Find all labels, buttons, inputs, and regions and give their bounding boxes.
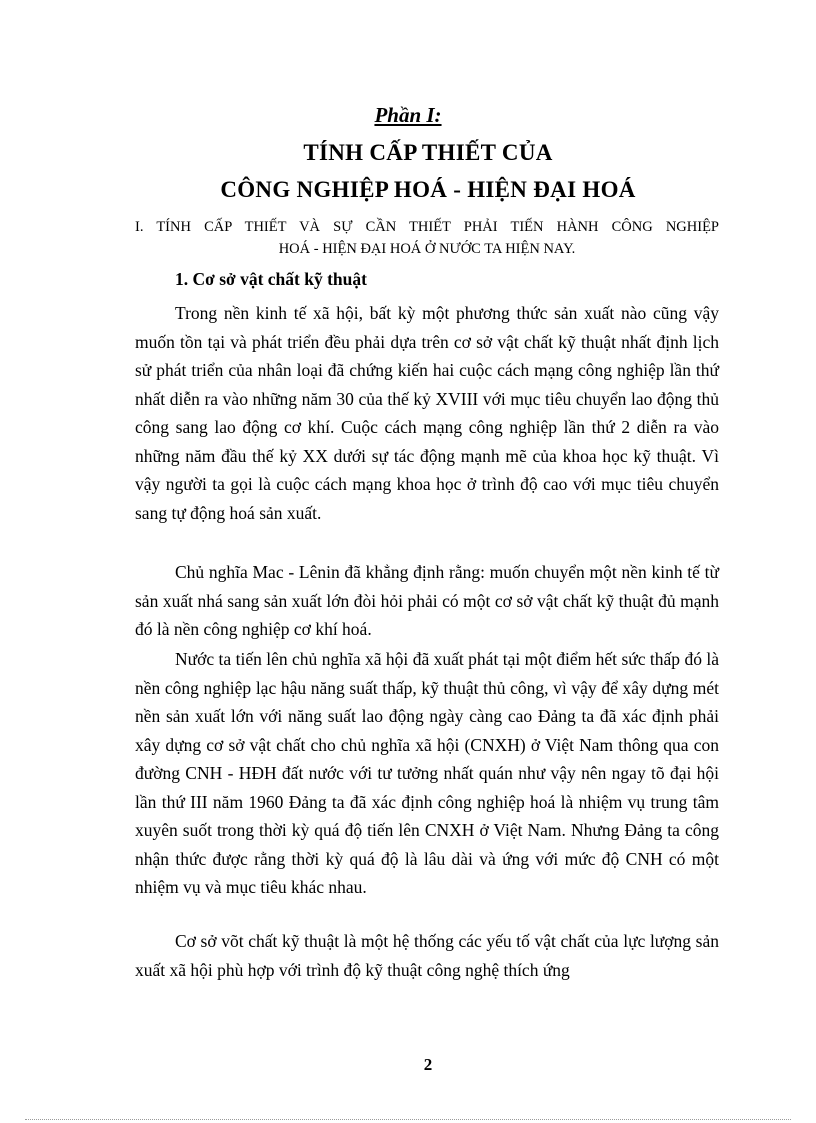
paragraph-1: Trong nền kinh tế xã hội, bất kỳ một phương thức sản xuất nào cũng vậy muốn tồn tại và phát triển đều phải dựa trên cơ sở vật chất kỹ thuật nhất định lịch sử phát triển của nhân loại đã chứng kiến hai cuộc cách mạng công nghiệp lần thứ nhất diễn ra vào những năm 30 của thế kỷ XVIII với mục tiêu chuyển lao động thủ công sang lao động cơ khí. Cuộc cách mạng công nghiệp lần thứ 2 diễn ra vào những năm đầu thế kỷ XX dưới sự tác động mạnh mẽ của khoa học kỹ thuật. Vì vậy người ta gọi là cuộc cách mạng khoa học ở trình độ cao với mục tiêu chuyển sang tự động hoá sản xuất.	[135, 303, 719, 523]
paragraph-2: Chủ nghĩa Mac - Lênin đã khẳng định rằng: muốn chuyển một nền kinh tế từ sản xuất nhá sang sản xuất lớn đòi hỏi phải có một cơ sở vật chất kỹ thuật đủ mạnh đó là nền công nghiệp cơ khí hoá.	[135, 562, 719, 639]
part-label: Phần I:	[374, 103, 442, 127]
subsection-heading: 1. Cơ sở vật chất kỹ thuật	[175, 269, 367, 289]
section-heading-line-2: HOÁ - HIỆN ĐẠI HOÁ Ở NƯỚC TA HIỆN NAY.	[278, 241, 576, 257]
section-heading-line-1: I. TÍNH CẤP THIẾT VÀ SỰ CẦN THIẾT PHẢI TIẾN HÀNH CÔNG NGHIỆP	[135, 219, 719, 235]
paragraph-3: Nước ta tiến lên chủ nghĩa xã hội đã xuất phát tại một điểm hết sức thấp đó là nền công nghiệp lạc hậu năng suất thấp, kỹ thuật thủ công, vì vậy để xây dựng mét nền sản xuất lớn với năng suất lao động ngày càng cao Đảng ta đã xác định phải xây dựng cơ sở vật chất cho chủ nghĩa xã hội (CNXH) ở Việt Nam thông qua con đường CNH - HĐH đất nước với tư tưởng nhất quán như vậy nên ngay tõ đại hội lần thứ III năm 1960 Đảng ta đã xác định công nghiệp hoá là nhiệm vụ trung tâm xuyên suốt trong thời kỳ quá độ tiến lên CNXH ở Việt Nam. Nhưng Đảng ta công nhận thức được rằng thời kỳ quá độ là lâu dài và ứng với mức độ CNH có một nhiệm vụ và mục tiêu khác nhau.	[135, 649, 719, 897]
page-number: 2	[423, 1055, 433, 1074]
paragraph-4: Cơ sở võt chất kỹ thuật là một hệ thống các yếu tố vật chất của lực lượng sản xuất xã hội phù hợp với trình độ kỹ thuật công nghệ thích ứng	[135, 931, 719, 980]
chapter-title-line-2: CÔNG NGHIỆP HOÁ - HIỆN ĐẠI HOÁ	[220, 177, 636, 202]
section-heading	[135, 216, 719, 260]
chapter-title-line-1: TÍNH CẤP THIẾT CỦA	[303, 140, 553, 165]
footer-divider	[25, 1119, 791, 1120]
